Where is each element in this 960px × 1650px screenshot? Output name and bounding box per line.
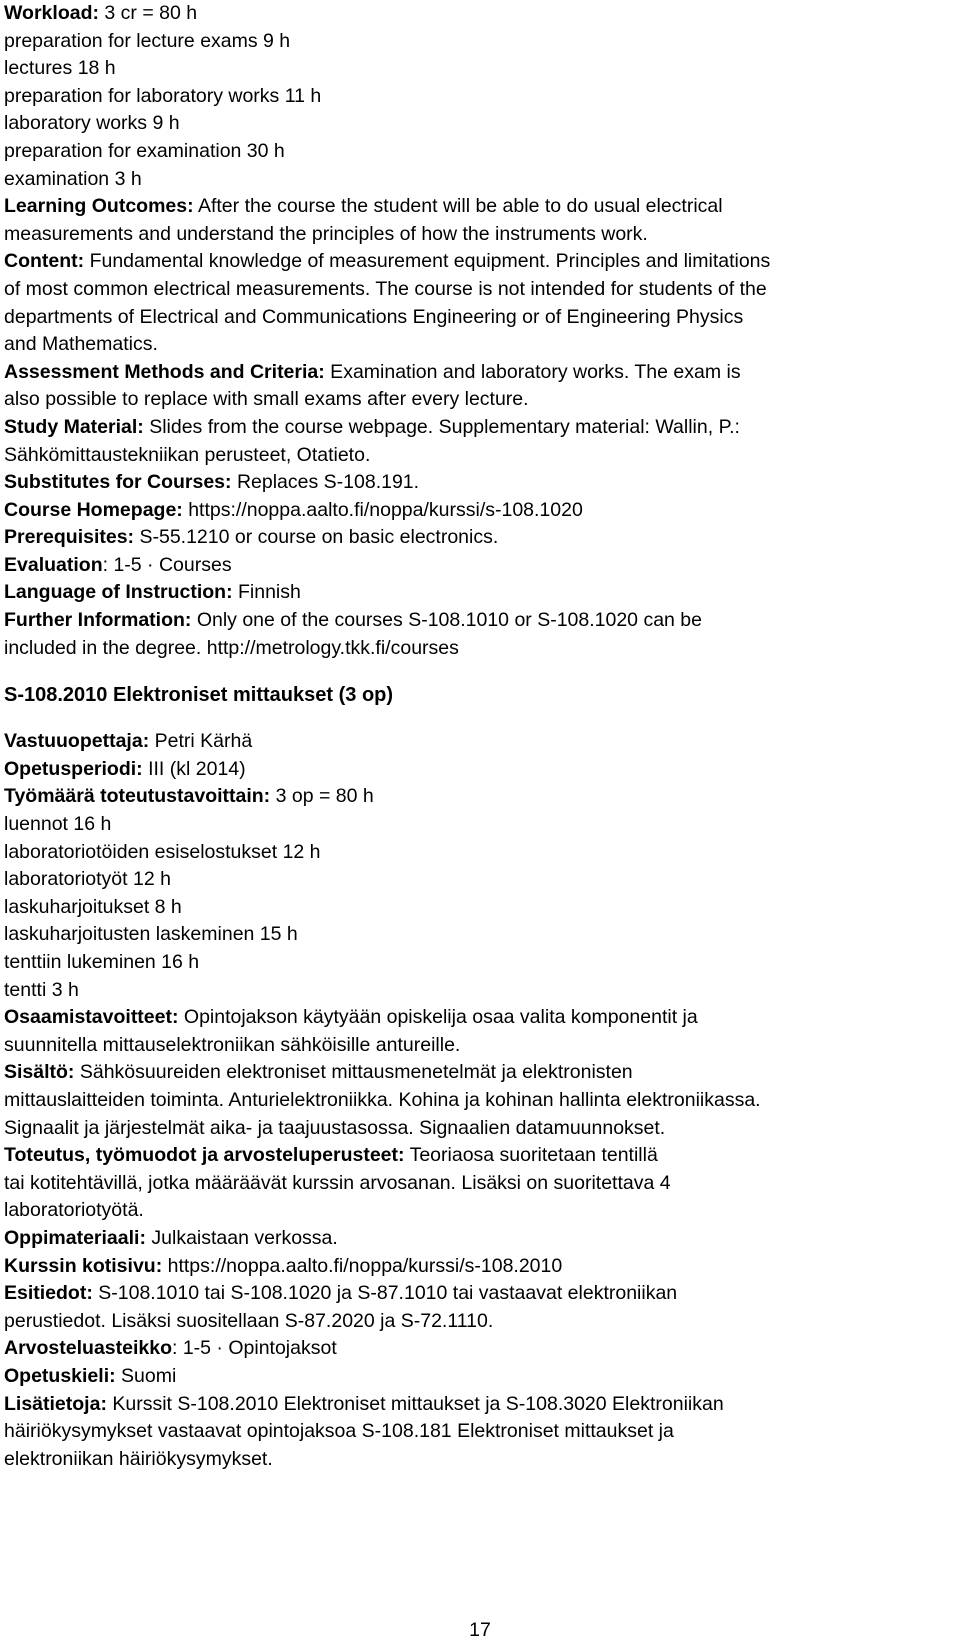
opetusperiodi-value: III (kl 2014) (142, 757, 246, 780)
workload-label: Workload: (4, 2, 99, 24)
evaluation-label: Evaluation (4, 553, 103, 576)
vastuuopettaja-line (4, 728, 954, 756)
arvosteluasteikko-value: : 1-5 · Opintojaksot (172, 1337, 337, 1360)
language-line (4, 579, 954, 607)
substitutes-label: Substitutes for Courses: (4, 471, 232, 494)
evaluation-value: : 1-5 · Courses (102, 553, 232, 576)
arvosteluasteikko-label: Arvosteluasteikko (4, 1337, 172, 1360)
prerequisites-line (4, 524, 954, 552)
sisalto-text: Sähkösuureiden elektroniset mittausmenetelmät ja elektronisten (74, 1061, 633, 1084)
content-label: Content: (4, 250, 85, 273)
section-gap (4, 662, 954, 680)
tyomaara-item: laboratoriotöiden esiselostukset 12 h (4, 840, 321, 863)
lisatietoja-line (4, 1391, 954, 1419)
assessment-text: Examination and laboratory works. The exam is (324, 360, 741, 383)
kotisivu-link: https://noppa.aalto.fi/noppa/kurssi/s-108.2010 (162, 1254, 563, 1277)
tyomaara-item: laboratoriotyöt 12 h (4, 868, 171, 891)
opetusperiodi-label: Opetusperiodi: (4, 757, 143, 780)
study-material-label: Study Material: (4, 415, 144, 438)
learning-outcomes-label: Learning Outcomes: (4, 195, 194, 218)
lisatietoja-text: Kurssit S-108.2010 Elektroniset mittaukset ja S-108.3020 Elektroniikan (106, 1392, 724, 1415)
tyomaara-item: tentti 3 h (4, 978, 79, 1001)
workload-item: preparation for examination 30 h (4, 139, 285, 162)
oppimateriaali-line (4, 1225, 954, 1253)
tyomaara-item: luennot 16 h (4, 813, 112, 836)
workload-item: preparation for laboratory works 11 h (4, 84, 322, 107)
osaamistavoitteet-text: Opintojakson käytyään opiskelija osaa valita komponentit ja (178, 1006, 698, 1029)
assessment-text: also possible to replace with small exams after every lecture. (4, 388, 529, 411)
vastuuopettaja-label: Vastuuopettaja: (4, 730, 150, 753)
esitiedot-text: S-108.1010 tai S-108.1020 ja S-87.1010 tai vastaavat elektroniikan (92, 1282, 678, 1305)
learning-outcomes-line (4, 193, 954, 221)
esitiedot-text: perustiedot. Lisäksi suositellaan S-87.2020 ja S-72.1110. (4, 1309, 494, 1332)
further-info-text: included in the degree. http://metrology.tkk.fi/courses (4, 636, 459, 659)
vastuuopettaja-value: Petri Kärhä (149, 730, 253, 753)
course-title: S-108.2010 Elektroniset mittaukset (3 op) (4, 684, 394, 707)
homepage-line (4, 497, 954, 525)
tyomaara-line (4, 783, 954, 811)
sisalto-text: mittauslaitteiden toiminta. Anturielektroniikka. Kohina ja kohinan hallinta elektroniikassa. (4, 1088, 761, 1111)
arvosteluasteikko-line (4, 1335, 954, 1363)
workload-line (4, 0, 954, 28)
further-info-text: Only one of the courses S-108.1010 or S-108.1020 can be (191, 609, 702, 632)
document-page (4, 0, 954, 1473)
esitiedot-label: Esitiedot: (4, 1282, 93, 1305)
further-info-label: Further Information: (4, 609, 192, 632)
toteutus-text: laboratoriotyötä. (4, 1199, 144, 1222)
page-number: 17 (469, 1619, 491, 1641)
workload-item: laboratory works 9 h (4, 112, 180, 135)
learning-outcomes-text: measurements and understand the principles of how the instruments work. (4, 222, 648, 245)
study-material-text: Sähkömittaustekniikan perusteet, Otatieto. (4, 443, 371, 466)
homepage-link: https://noppa.aalto.fi/noppa/kurssi/s-108.1020 (182, 498, 583, 521)
toteutus-line (4, 1142, 954, 1170)
opetusperiodi-line (4, 756, 954, 784)
language-label: Language of Instruction: (4, 581, 233, 604)
workload-item: preparation for lecture exams 9 h (4, 29, 291, 52)
kotisivu-line (4, 1253, 954, 1281)
workload-item: lectures 18 h (4, 57, 116, 80)
lisatietoja-text: häiriökysymykset vastaavat opintojaksoa S-108.181 Elektroniset mittaukset ja (4, 1420, 674, 1443)
study-material-line (4, 414, 954, 442)
content-text: departments of Electrical and Communications Engineering or of Engineering Physics (4, 305, 744, 328)
opetuskieli-value: Suomi (115, 1364, 177, 1387)
lisatietoja-label: Lisätietoja: (4, 1392, 107, 1415)
assessment-line (4, 359, 954, 387)
workload-value: 3 cr = 80 h (98, 2, 198, 24)
content-text: of most common electrical measurements. The course is not intended for students of the (4, 277, 767, 300)
evaluation-line (4, 552, 954, 580)
sisalto-line (4, 1059, 954, 1087)
content-text: and Mathematics. (4, 333, 158, 356)
sisalto-text: Signaalit ja järjestelmät aika- ja taajuustasossa. Signaalien datamuunnokset. (4, 1116, 666, 1139)
oppimateriaali-value: Julkaistaan verkossa. (145, 1226, 338, 1249)
homepage-label: Course Homepage: (4, 498, 183, 521)
lisatietoja-text: elektroniikan häiriökysymykset. (4, 1447, 273, 1470)
tyomaara-item: laskuharjoitusten laskeminen 15 h (4, 923, 298, 946)
tyomaara-label: Työmäärä toteutustavoittain: (4, 785, 271, 808)
kotisivu-label: Kurssin kotisivu: (4, 1254, 163, 1277)
oppimateriaali-label: Oppimateriaali: (4, 1226, 146, 1249)
toteutus-label: Toteutus, työmuodot ja arvosteluperusteet: (4, 1144, 405, 1167)
osaamistavoitteet-text: suunnitella mittauselektroniikan sähköisille antureille. (4, 1033, 461, 1056)
tyomaara-item: tenttiin lukeminen 16 h (4, 951, 200, 973)
toteutus-text: tai kotitehtävillä, jotka määräävät kurssin arvosanan. Lisäksi on suoritettava 4 (4, 1171, 671, 1194)
language-value: Finnish (232, 581, 301, 604)
learning-outcomes-text: After the course the student will be able to do usual electrical (193, 195, 723, 218)
section-gap (4, 710, 954, 728)
prerequisites-label: Prerequisites: (4, 526, 135, 549)
further-info-line (4, 607, 954, 635)
osaamistavoitteet-line (4, 1004, 954, 1032)
tyomaara-item: laskuharjoitukset 8 h (4, 895, 182, 918)
substitutes-value: Replaces S-108.191. (231, 471, 420, 494)
substitutes-line (4, 469, 954, 497)
tyomaara-value: 3 op = 80 h (270, 785, 374, 808)
osaamistavoitteet-label: Osaamistavoitteet: (4, 1006, 179, 1029)
prerequisites-value: S-55.1210 or course on basic electronics. (134, 526, 499, 549)
content-text: Fundamental knowledge of measurement equipment. Principles and limitations (84, 250, 771, 273)
content-line (4, 248, 954, 276)
assessment-label: Assessment Methods and Criteria: (4, 360, 325, 383)
workload-item: examination 3 h (4, 167, 142, 190)
sisalto-label: Sisältö: (4, 1061, 75, 1084)
opetuskieli-label: Opetuskieli: (4, 1364, 116, 1387)
opetuskieli-line (4, 1363, 954, 1391)
toteutus-text: Teoriaosa suoritetaan tentillä (404, 1144, 658, 1167)
esitiedot-line (4, 1280, 954, 1308)
study-material-text: Slides from the course webpage. Supplementary material: Wallin, P.: (143, 415, 740, 438)
